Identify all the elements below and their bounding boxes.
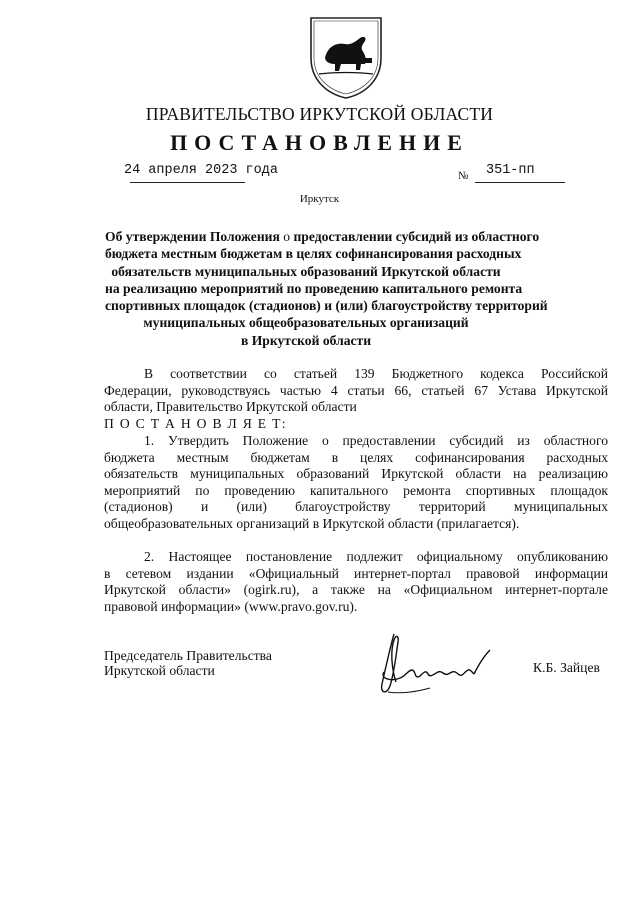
body-line: бюджета местным бюджетам в целях софинансирования расходных <box>104 449 608 465</box>
title-line: спортивных площадок (стадионов) и (или) благоустройству территорий <box>105 298 548 314</box>
intro-paragraph <box>104 366 608 416</box>
title-line: в Иркутской области <box>240 332 372 348</box>
body-line: Федерации, руководствуясь частью 4 статьи 66, статьей 67 Устава Иркутской <box>104 382 608 398</box>
decree-item-1 <box>104 433 608 533</box>
signer-title-line: Председатель Правительства <box>104 648 272 663</box>
title-fragment: Об утверждении Положения <box>105 229 280 244</box>
body-line: обязательств муниципальных образований Иркутской области на реализацию <box>104 466 608 482</box>
decree-word: П О С Т А Н О В Л Я Е Т: <box>104 416 287 431</box>
title-line <box>105 228 540 245</box>
number-underline <box>475 182 565 183</box>
signer-title-line: Иркутской области <box>104 662 215 678</box>
decree-item-2 <box>104 549 608 615</box>
body-line: 1. Утвердить Положение о предоставлении субсидий из областного <box>144 433 608 448</box>
signer-name: К.Б. Зайцев <box>533 660 600 675</box>
title-line: на реализацию мероприятий по проведению капитального ремонта <box>105 280 523 296</box>
title-line: обязательств муниципальных образований Иркутской области <box>111 263 501 279</box>
document-type: ПОСТАНОВЛЕНИЕ <box>170 130 469 155</box>
title-fragment: предоставлении субсидий из областного <box>293 229 540 244</box>
handwritten-signature <box>360 626 500 706</box>
document-city: Иркутск <box>299 193 340 205</box>
body-line: 2. Настоящее постановление подлежит официальному опубликованию <box>144 549 608 564</box>
body-line: общеобразовательных организаций в Иркутской области (прилагается). <box>104 515 520 531</box>
government-name: ПРАВИТЕЛЬСТВО ИРКУТСКОЙ ОБЛАСТИ <box>145 104 494 124</box>
date-underline <box>130 182 245 183</box>
title-fragment: о <box>279 229 294 244</box>
document-title <box>105 228 548 349</box>
body-line: области, Правительство Иркутской области <box>104 399 357 415</box>
title-line: бюджета местным бюджетам в целях софинансирования расходных <box>105 246 522 262</box>
document-number: 351-пп <box>486 163 535 178</box>
body-line: мероприятий по проведению капитального ремонта спортивных площадок <box>104 482 608 498</box>
body-line: правовой информации» (www.pravo.gov.ru). <box>104 598 358 614</box>
body-line: (стадионов) и (или) благоустройству территорий муниципальных <box>104 499 608 515</box>
title-line: муниципальных общеобразовательных организаций <box>143 315 469 331</box>
document-date: 24 апреля 2023 года <box>124 163 278 178</box>
body-line: в сетевом издании «Официальный интернет-портал правовой информации <box>104 565 608 581</box>
signer-title <box>104 649 272 678</box>
coat-of-arms-emblem <box>305 14 387 100</box>
body-line: Иркутской области» (ogirk.ru), а также на «Официальном интернет-портале <box>104 582 608 598</box>
number-label: № <box>458 170 469 182</box>
body-line: В соответствии со статьей 139 Бюджетного кодекса Российской <box>144 366 608 381</box>
